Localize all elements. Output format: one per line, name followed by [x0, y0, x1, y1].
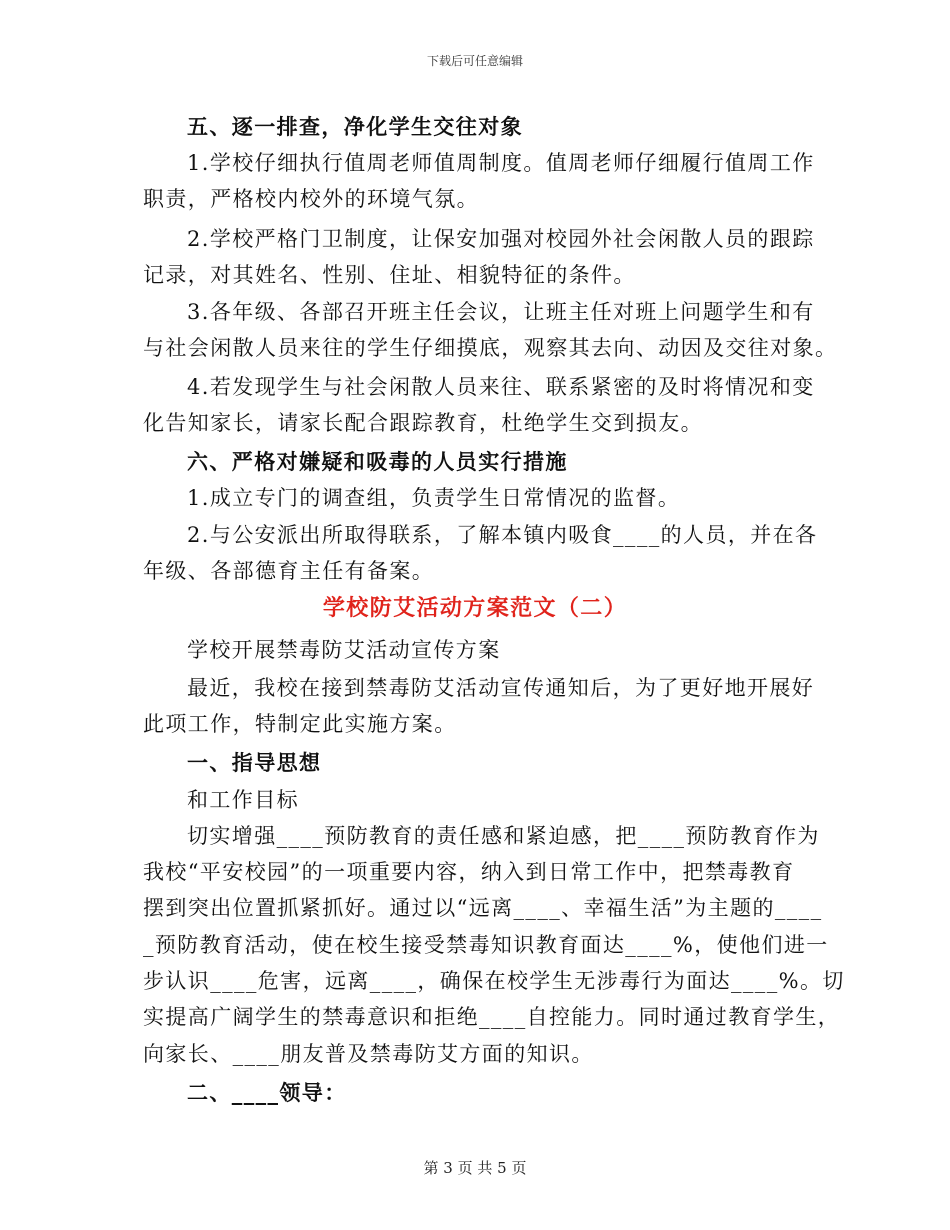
paragraph-line: 我校“平安校园”的一项重要内容，纳入到日常工作中，把禁毒教育	[143, 860, 795, 884]
document-title: 学校防艾活动方案范文（二）	[322, 596, 628, 621]
paragraph-line: 摆到突出位置抓紧抓好。通过以“远离____、幸福生活”为主题的____	[143, 896, 823, 920]
paragraph-line: 步认识____危害，远离____，确保在校学生无涉毒行为面达____%。切	[143, 969, 845, 993]
paragraph-line: 学校开展禁毒防艾活动宣传方案	[187, 638, 501, 662]
paragraph-line: 此项工作，特制定此实施方案。	[143, 712, 457, 736]
page-header: 下载后可任意编辑	[426, 54, 523, 68]
paragraph-line: 1.成立专门的调查组，负责学生日常情况的监督。	[187, 486, 681, 510]
section-heading: 六、严格对嫌疑和吸毒的人员实行措施	[187, 450, 568, 474]
paragraph-line: 实提高广阔学生的禁毒意识和拒绝____自控能力。同时通过教育学生，	[143, 1005, 841, 1029]
paragraph-line: 2.与公安派出所取得联系，了解本镇内吸食____的人员，并在各	[187, 523, 818, 547]
paragraph-line: 化告知家长，请家长配合跟踪教育，杜绝学生交到损友。	[143, 411, 703, 435]
paragraph-line: 3.各年级、各部召开班主任会议，让班主任对班上问题学生和有	[187, 300, 815, 324]
section-heading: 五、逐一排查，净化学生交往对象	[187, 115, 523, 139]
page-footer: 第 3 页 共 5 页	[423, 1159, 527, 1177]
paragraph-line: 2.学校严格门卫制度，让保安加强对校园外社会闲散人员的跟踪	[187, 227, 815, 251]
section-heading: 二、____领导：	[187, 1081, 347, 1105]
paragraph-line: 与社会闲散人员来往的学生仔细摸底，观察其去向、动因及交往对象。	[143, 336, 838, 360]
paragraph-line: _预防教育活动，使在校生接受禁毒知识教育面达____%，使他们进一	[143, 933, 829, 957]
paragraph-line: 年级、各部德育主任有备案。	[143, 559, 435, 583]
paragraph-line: 1.学校仔细执行值周老师值周制度。值周老师仔细履行值周工作	[187, 151, 815, 175]
paragraph-line: 4.若发现学生与社会闲散人员来往、联系紧密的及时将情况和变	[187, 375, 815, 399]
paragraph-line: 记录，对其姓名、性别、住址、相貌特征的条件。	[143, 263, 636, 287]
paragraph-line: 和工作目标	[187, 788, 299, 812]
paragraph-line: 切实增强____预防教育的责任感和紧迫感，把____预防教育作为	[187, 824, 820, 848]
paragraph-line: 职责，严格校内校外的环境气氛。	[143, 187, 479, 211]
paragraph-line: 向家长、____朋友普及禁毒防艾方面的知识。	[143, 1042, 594, 1066]
section-heading: 一、指导思想	[187, 751, 322, 775]
paragraph-line: 最近，我校在接到禁毒防艾活动宣传通知后，为了更好地开展好	[187, 676, 815, 700]
